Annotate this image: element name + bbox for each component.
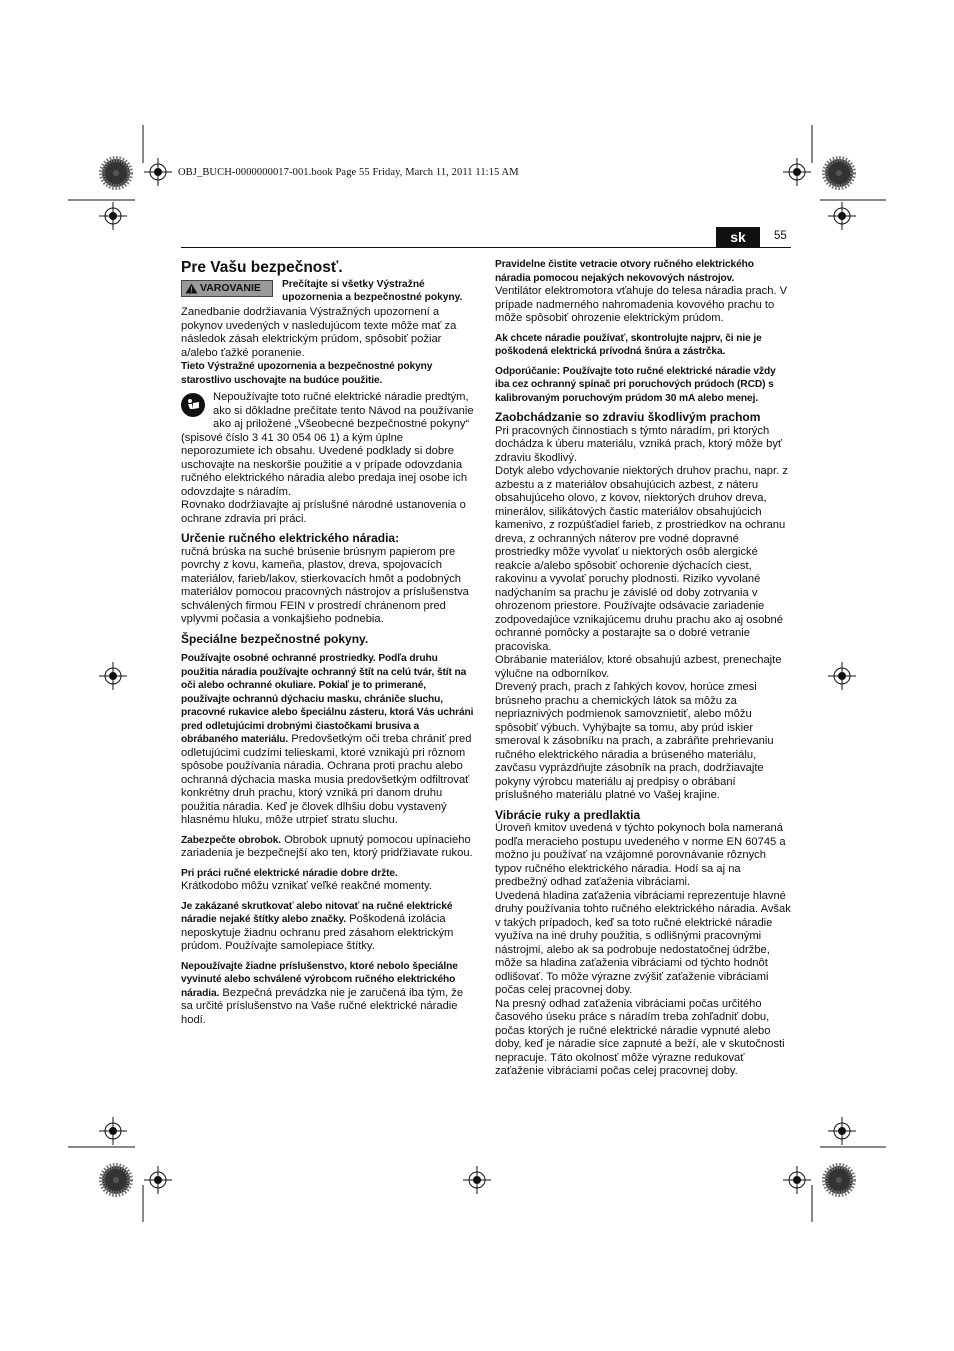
paragraph: Pri pracovných činnostiach s týmto náradím, pri ktorých dochádza k úberu materiálu, vzniká prach, ktorý môže byť zdraviu škodlivý. <box>495 424 783 464</box>
paragraph: Nepoužívajte žiadne príslušenstvo, ktoré nebolo špeciálne vyvinuté alebo schválené výrobcom ručného elektrického náradia. Bezpečná prevádzka nie je zaručená iba tým, že sa určité príslušenstvo na Vaše ručné elektrické náradie hodí. <box>181 960 464 1026</box>
paragraph-bold: Pri práci ručné elektrické náradie dobre držte. <box>181 867 398 879</box>
paragraph: Ventilátor elektromotora vťahuje do telesa náradia prach. V prípade nadmerného nahromadenia kovového prachu to môže spôsobiť ohrozenie elektrickým prúdom. <box>495 285 788 324</box>
color-wheel-icon <box>102 159 130 187</box>
warning-triangle-icon <box>185 283 198 294</box>
paragraph: Krátkodobo môžu vznikať veľké reakčné momenty. <box>181 880 433 892</box>
right-column <box>495 258 791 1079</box>
color-wheel-icon <box>102 1166 130 1194</box>
paragraph-bold: Tieto Výstražné upozornenia a bezpečnostné pokyny starostlivo uschovajte na budúce použitie. <box>181 361 433 386</box>
color-wheel-icon <box>825 1166 853 1194</box>
warning-badge <box>181 280 273 297</box>
registration-mark-icon <box>144 1166 172 1194</box>
paragraph: Používajte osobné ochranné prostriedky. Podľa druhu použitia náradia používajte ochranný štít na celú tvár, štít na oči alebo ochranné okuliare. Pokiaľ je to primerané, používajte ochrannú dýchaciu masku, chrániče sluchu, pracovné rukavice alebo špeciálnu zásteru, ktorá Vás uchráni pred odletujúcimi drobnými čiastočkami brusiva a obrábaného materiálu. Predovšetkým oči treba chrániť pred odletujúcimi cudzími telieskami, ktoré vznikajú pri rôznom spôsobe používania náradia. Ochrana proti prachu alebo ochranná dýchacia maska musia predovšetkým odfiltrovať konkrétny druh prachu, ktorý vzniká pri danom druhu použitia náradia. Keď je človek dlhšiu dobu vystavený hlasnému hluku, môže utrpieť stratu sluchu. <box>181 653 474 826</box>
paragraph: Nepoužívajte toto ručné elektrické náradie predtým, ako si dôkladne prečítate tento Návod na používanie ako aj priložené „Všeobecné bezpečnostné pokyny“ (spisové číslo 3 41 30 054 06 1) a kým úplne neporozumiete ich obsahu. Uvedené podklady si dobre uschovajte na neskoršie použitie a v prípade odovzdania ručného elektrického náradia alebo predaja inej osobe ich odovzdajte s náradím. <box>181 391 474 498</box>
registration-mark-icon <box>828 202 856 230</box>
warning-block <box>181 278 477 306</box>
paragraph: Je zakázané skrutkovať alebo nitovať na ručné elektrické náradie nejaké štítky alebo značky. Poškodená izolácia neposkytuje žiadnu ochranu pred zásahom elektrickým prúdom. Používajte samolepiace štítky. <box>181 900 454 952</box>
registration-mark-icon <box>828 662 856 690</box>
paragraph: Úroveň kmitov uvedená v týchto pokynoch bola nameraná podľa meracieho postupu uvedeného v norme EN 60745 a možno ju používať na vzájomné porovnávanie rôznych typov ručného elektrického náradia. Hodí sa aj na predbežný odhad zaťaženia vibráciami. <box>495 822 786 888</box>
warning-label: VAROVANIE <box>200 281 261 294</box>
heading-special-safety: Špeciálne bezpečnostné pokyny. <box>181 631 369 646</box>
section-title: Pre Vašu bezpečnosť. <box>181 259 343 276</box>
paragraph-bold: Pravidelne čistite vetracie otvory ručného elektrického náradia pomocou nejakých nekovových nástrojov. <box>495 259 754 284</box>
paragraph-bold: Odporúčanie: Používajte toto ručné elektrické náradie vždy iba cez ochranný spínač pri poruchových prúdoch (RCD) s kalibrovaným poruchovým prúdom 30 mA alebo menej. <box>495 365 776 404</box>
paragraph: Zanedbanie dodržiavania Výstražných upozornení a pokynov uvedených v nasledujúcom texte môže mať za následok zásah elektrickým prúdom, spôsobiť požiar a/alebo ťažké poranenie. <box>181 306 457 359</box>
registration-mark-icon <box>144 158 172 186</box>
paragraph: Dotyk alebo vdychovanie niektorých druhov prachu, napr. z azbestu a z materiálov obsahujúcich azbest, z náteru obsahujúceho olovo, z kovov, niektorých druhov dreva, minerálov, silikátových častíc materiálov obsahujúcich kamenivo, z rozpúšťadiel farieb, z prostriedkov na ochranu dreva, z ochranných náterov pre vodné dopravné prostriedky môže vyvolať u niektorých osôb alergické reakcie a/alebo spôsobiť ochorenie dýchacích ciest, rakovinu a vyvolať poruchy plodnosti. Riziko vyvolané nadýchaním sa prachu je závislé od doby zotrvania v ohrozenom priestore. Používajte odsávacie zariadenie zodpovedajúce vznikajúcemu druhu prachu ako aj osobné ochranné pomôcky a postarajte sa o dobré vetranie pracoviska. <box>495 465 788 653</box>
paragraph: Na presný odhad zaťaženia vibráciami počas určitého časového úseku práce s náradím treba zohľadniť dobu, počas ktorých je ručné elektrické náradie vypnuté alebo doby, keď je náradie síce zapnuté a beží, ale v skutočnosti nepracuje. Táto okolnosť môže výrazne redukovať zaťaženie vibráciami počas celej pracovnej doby. <box>495 997 785 1077</box>
paragraph: ručná brúska na suché brúsenie brúsnym papierom pre povrchy z kovu, kameňa, plastov, dreva, spojovacích materiálov, farieb/lakov, stierkovacích hmôt a podobných materiálov pomocou pracovných nástrojov a príslušenstva schválených firmou FEIN v prostredí chránenom pred vplyvmi počasia a vonkajšieho podnebia. <box>181 545 469 625</box>
paragraph: Zabezpečte obrobok. Obrobok upnutý pomocou upínacieho zariadenia je bezpečnejší ako ten, ktorý pridŕžiavate rukou. <box>181 833 473 859</box>
paragraph: Obrábanie materiálov, ktoré obsahujú azbest, prenechajte výlučne na odborníkov. <box>495 654 782 680</box>
manual-notice <box>181 391 477 499</box>
registration-mark-icon <box>463 1166 491 1194</box>
paragraph: Drevený prach, prach z ľahkých kovov, horúce zmesi brúsneho prachu a chemických látok sa môžu za nepriaznivých podmienok samovznietiť, alebo môžu spôsobiť výbuch. Vyhýbajte sa tomu, aby prúd iskier smeroval k zásobníku na prach, a zabráňte prehrievaniu ručného elektrického náradia a brúseného materiálu, zavčasu vyprázdňujte zásobník na prach, dodržiavajte pokyny výrobcu materiálu aj predpisy o obrábaní príslušného materiálu platné vo Vašej krajine. <box>495 681 774 801</box>
registration-mark-icon <box>783 158 811 186</box>
heading-dust: Zaobchádzanie so zdraviu škodlivým prachom <box>495 410 761 424</box>
warning-text: Prečítajte si všetky Výstražné upozornenia a bezpečnostné pokyny. <box>282 279 463 303</box>
color-wheel-icon <box>825 159 853 187</box>
read-manual-icon <box>181 393 205 417</box>
heading-vibration: Vibrácie ruky a predlaktia <box>495 807 641 822</box>
heading-intended-use: Určenie ručného elektrického náradia: <box>181 531 400 545</box>
registration-mark-icon <box>99 662 127 690</box>
language-badge: sk <box>716 227 760 247</box>
registration-mark-icon <box>99 202 127 230</box>
print-header: OBJ_BUCH-0000000017-001.book Page 55 Friday, March 11, 2011 11:15 AM <box>178 167 519 178</box>
registration-mark-icon <box>783 1166 811 1194</box>
left-column <box>181 258 477 1027</box>
registration-mark-icon <box>99 1117 127 1145</box>
paragraph-bold: Ak chcete náradie používať, skontrolujte najprv, či nie je poškodená elektrická prívodná šnúra a zástrčka. <box>495 332 762 357</box>
registration-mark-icon <box>828 1117 856 1145</box>
page-number: 55 <box>774 230 787 242</box>
paragraph: Uvedená hladina zaťaženia vibráciami reprezentuje hlavné druhy používania tohto ručného elektrického náradia. Avšak v takých prípadoch, keď sa toto ručné elektrické náradie využíva na iné druhy použitia, s odlišnými pracovnými nástrojmi, alebo ak sa podrobuje nedostatočnej údržbe, môže sa hladina zaťaženia vibráciami od týchto hodnôt odlišovať. To môže výrazne zvýšiť zaťaženie vibráciami počas celej pracovnej doby. <box>495 889 791 996</box>
header-rule <box>181 247 791 248</box>
paragraph: Rovnako dodržiavajte aj príslušné národné ustanovenia o ochrane zdravia pri práci. <box>181 499 466 525</box>
